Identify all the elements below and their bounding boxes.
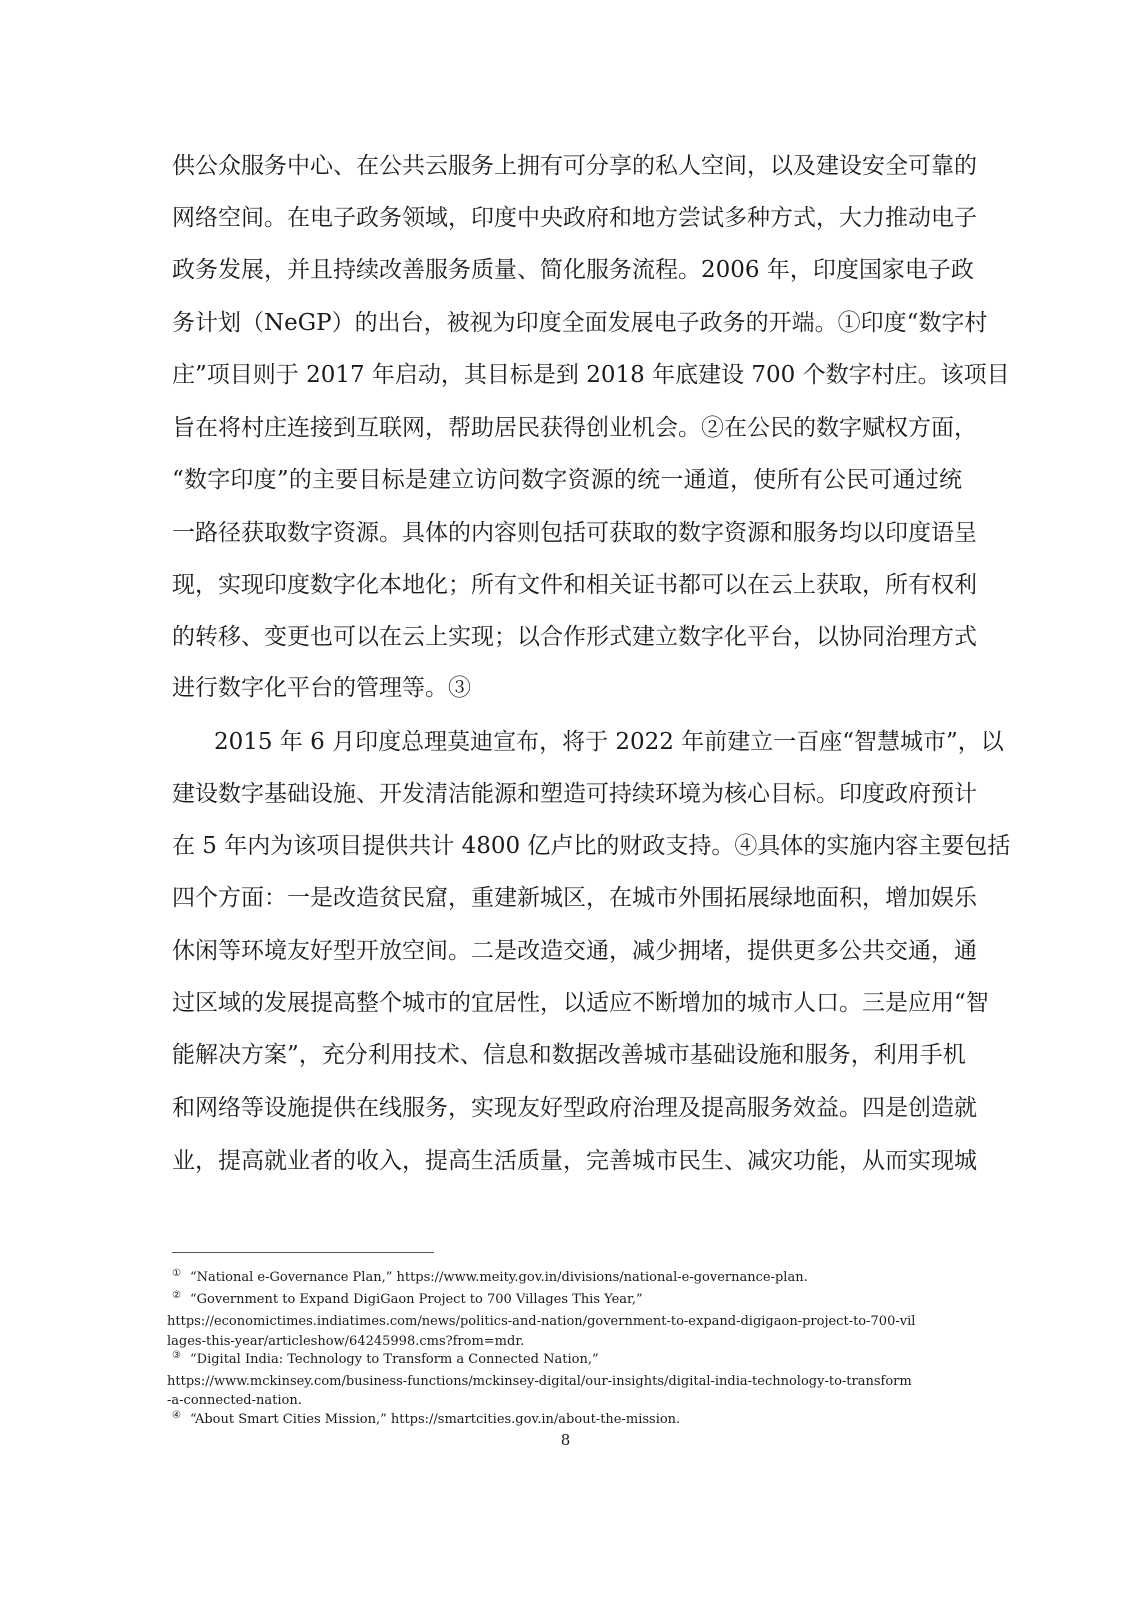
body-line: 务计划（NeGP）的出台，被视为印度全面发展电子政务的开端。①印度“数字村 [172,310,988,336]
body-line: 四个方面：一是改造贫民窟，重建新城区，在城市外围拓展绿地面积，增加娱乐 [172,885,977,911]
page-number: 8 [560,1431,571,1449]
footnote-text: -a-connected-nation. [167,1393,302,1408]
body-line: 供公众服务中心、在公共云服务上拥有可分享的私人空间，以及建设安全可靠的 [172,153,977,179]
footnote-text: “National e-Governance Plan,” https://www.meity.gov.in/divisions/national-e-governance-plan. [190,1270,808,1285]
footnote-text: “Digital India: Technology to Transform a Connected Nation,” [190,1352,599,1367]
body-line: 建设数字基础设施、开发清洁能源和塑造可持续环境为核心目标。印度政府预计 [172,781,977,807]
body-line: 能解决方案”，充分利用技术、信息和数据改善城市基础设施和服务，利用手机 [172,1042,966,1068]
body-line: “数字印度”的主要目标是建立访问数字资源的统一通道，使所有公民可通过统 [172,467,962,493]
body-line: 和网络等设施提供在线服务，实现友好型政府治理及提高服务效益。四是创造就 [172,1095,977,1121]
footnote-text: “About Smart Cities Mission,” https://smartcities.gov.in/about-the-mission. [190,1412,681,1427]
body-line: 进行数字化平台的管理等。③ [172,675,471,701]
footnote-separator [172,1252,434,1253]
paragraph-first-line: 2015 年 6 月印度总理莫迪宣布，将于 2022 年前建立一百座“智慧城市”，以 [214,729,1004,755]
body-line: 现，实现印度数字化本地化；所有文件和相关证书都可以在云上获取，所有权利 [172,572,977,598]
body-line: 的转移、变更也可以在云上实现；以合作形式建立数字化平台，以协同治理方式 [172,624,977,650]
footnote-text: lages-this-year/articleshow/64245998.cms?from=mdr. [167,1334,525,1349]
body-line: 一路径获取数字资源。具体的内容则包括可获取的数字资源和服务均以印度语呈 [172,520,977,546]
body-line: 庄”项目则于 2017 年启动，其目标是到 2018 年底建设 700 个数字村庄。该项目 [172,362,1010,388]
footnote-mark: ③ [172,1350,181,1361]
footnote-mark: ① [172,1268,181,1279]
body-line: 业，提高就业者的收入，提高生活质量，完善城市民生、减灾功能，从而实现城 [172,1148,977,1174]
body-line: 网络空间。在电子政务领域，印度中央政府和地方尝试多种方式，大力推动电子 [172,205,977,231]
footnote-text: https://economictimes.indiatimes.com/news/politics-and-nation/government-to-expand-digigaon-project-to-700-vil [167,1314,916,1329]
footnote-mark: ② [172,1290,181,1301]
body-line: 在 5 年内为该项目提供共计 4800 亿卢比的财政支持。④具体的实施内容主要包括 [172,833,1011,859]
footnote-mark: ④ [172,1410,181,1421]
footnote-text: https://www.mckinsey.com/business-functions/mckinsey-digital/our-insights/digital-india-technology-to-transform [167,1374,912,1389]
body-line: 休闲等环境友好型开放空间。二是改造交通，减少拥堵，提供更多公共交通，通 [172,938,977,964]
body-line: 过区域的发展提高整个城市的宜居性，以适应不断增加的城市人口。三是应用“智 [172,990,989,1016]
body-line: 旨在将村庄连接到互联网，帮助居民获得创业机会。②在公民的数字赋权方面， [172,415,977,441]
body-line: 政务发展，并且持续改善服务质量、简化服务流程。2006 年，印度国家电子政 [172,257,974,283]
footnote-text: “Government to Expand DigiGaon Project to 700 Villages This Year,” [190,1292,643,1307]
